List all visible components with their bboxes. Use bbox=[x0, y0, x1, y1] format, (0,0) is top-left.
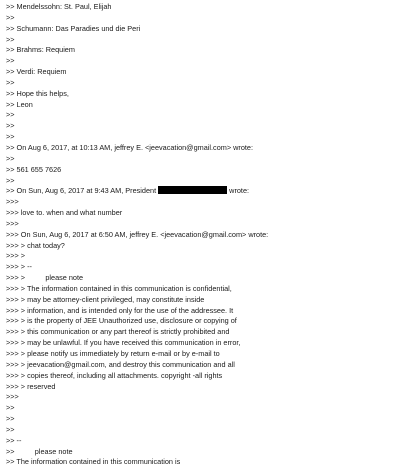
email-line-text: >>> > The information contained in this communication is confidential, bbox=[6, 283, 232, 293]
email-line-text: >>> On Sun, Aug 6, 2017 at 6:50 AM, jeffrey E. <jeevacation@gmail.com> wrote: bbox=[6, 229, 269, 239]
email-line bbox=[6, 35, 400, 46]
email-line-text: >> bbox=[6, 132, 15, 142]
email-line bbox=[6, 392, 400, 403]
email-line-text: >> bbox=[6, 110, 15, 120]
email-line bbox=[6, 306, 400, 317]
email-line-text: >>> > may be unlawful. If you have received this communication in error, bbox=[6, 338, 241, 348]
email-line bbox=[6, 121, 400, 132]
email-line bbox=[6, 100, 400, 111]
email-line bbox=[6, 132, 400, 143]
email-line bbox=[6, 230, 400, 241]
email-line bbox=[6, 56, 400, 67]
email-line-text: >> Schumann: Das Paradies und die Peri bbox=[6, 23, 141, 33]
email-line-text: >>> > bbox=[6, 251, 26, 261]
email-line bbox=[6, 262, 400, 273]
email-line bbox=[6, 24, 400, 35]
email-line-text: >>> > information, and is intended only for the use of the addressee. It bbox=[6, 305, 234, 315]
email-line bbox=[6, 186, 400, 197]
email-line-text: >> On Aug 6, 2017, at 10:13 AM, jeffrey E. <jeevacation@gmail.com> wrote: bbox=[6, 142, 253, 152]
email-line-text: >> Hope this helps, bbox=[6, 88, 69, 98]
email-line-text: >>> love to. when and what number bbox=[6, 208, 123, 218]
email-line bbox=[6, 143, 400, 154]
email-line-text: >>> bbox=[6, 218, 19, 228]
email-line-text: >>> > please note bbox=[6, 273, 84, 283]
email-line-text: >>> > jeevacation@gmail.com, and destroy this communication and all bbox=[6, 359, 235, 369]
email-line-text: >> On Sun, Aug 6, 2017 at 9:43 AM, President bbox=[6, 186, 157, 196]
email-line-suffix: wrote: bbox=[227, 186, 250, 196]
email-line-text: >>> > this communication or any part thereof is strictly prohibited and bbox=[6, 327, 230, 337]
email-line bbox=[6, 327, 400, 338]
email-line-text: >> bbox=[6, 34, 15, 44]
email-line-text: >> bbox=[6, 414, 15, 424]
email-line bbox=[6, 284, 400, 295]
email-line-text: >> bbox=[6, 424, 15, 434]
email-line bbox=[6, 241, 400, 252]
email-line bbox=[6, 360, 400, 371]
email-line bbox=[6, 219, 400, 230]
email-line-text: >>> > reserved bbox=[6, 381, 56, 391]
email-line bbox=[6, 197, 400, 208]
email-line-text: >>> > may be attorney-client privileged, may constitute inside bbox=[6, 294, 205, 304]
email-line bbox=[6, 414, 400, 425]
email-line-text: >> Verdi: Requiem bbox=[6, 67, 67, 77]
email-line-text: >>> > chat today? bbox=[6, 240, 65, 250]
email-line bbox=[6, 110, 400, 121]
email-line bbox=[6, 295, 400, 306]
email-line bbox=[6, 251, 400, 262]
email-line-text: >> bbox=[6, 56, 15, 66]
email-line-text: >> bbox=[6, 12, 15, 22]
email-line-text: >>> bbox=[6, 197, 19, 207]
email-line bbox=[6, 316, 400, 327]
email-line bbox=[6, 165, 400, 176]
email-line-text: >> bbox=[6, 77, 15, 87]
email-line-text: >>> > please notify us immediately by return e-mail or by e-mail to bbox=[6, 349, 220, 358]
email-line-text: >> bbox=[6, 153, 15, 163]
email-line-text: >> bbox=[6, 121, 15, 131]
email-line bbox=[6, 208, 400, 219]
email-line bbox=[6, 371, 400, 382]
email-line bbox=[6, 436, 400, 447]
email-line bbox=[6, 13, 400, 24]
email-line-text: >> Brahms: Requiem bbox=[6, 45, 75, 55]
email-line bbox=[6, 45, 400, 56]
email-line bbox=[6, 67, 400, 78]
email-line-text: >>> > is the property of JEE Unauthorized use, disclosure or copying of bbox=[6, 316, 237, 326]
email-line bbox=[6, 154, 400, 165]
email-line bbox=[6, 338, 400, 349]
email-line bbox=[6, 2, 400, 13]
email-line bbox=[6, 403, 400, 414]
email-line-text: >>> > -- bbox=[6, 262, 32, 272]
email-line bbox=[6, 447, 400, 458]
email-line-text: >> The information contained in this communication is bbox=[6, 457, 181, 467]
email-line bbox=[6, 89, 400, 100]
email-line-text: >> -- bbox=[6, 435, 22, 445]
email-line bbox=[6, 273, 400, 284]
email-line-text: >> bbox=[6, 403, 15, 413]
email-body bbox=[6, 2, 400, 468]
email-line-text: >> Leon bbox=[6, 99, 33, 109]
email-line-text: >> 561 655 7626 bbox=[6, 164, 62, 174]
email-line bbox=[6, 457, 400, 468]
redaction-block bbox=[158, 186, 227, 194]
email-line-text: >> Mendelssohn: St. Paul, Elijah bbox=[6, 2, 112, 11]
email-line bbox=[6, 78, 400, 89]
email-line-text: >> please note bbox=[6, 446, 73, 456]
email-line bbox=[6, 425, 400, 436]
email-line-text: >>> bbox=[6, 392, 19, 402]
email-line bbox=[6, 176, 400, 187]
email-line-text: >> bbox=[6, 175, 15, 185]
email-line bbox=[6, 382, 400, 393]
email-line bbox=[6, 349, 400, 360]
email-line-text: >>> > copies thereof, including all attachments. copyright -all rights bbox=[6, 370, 223, 380]
